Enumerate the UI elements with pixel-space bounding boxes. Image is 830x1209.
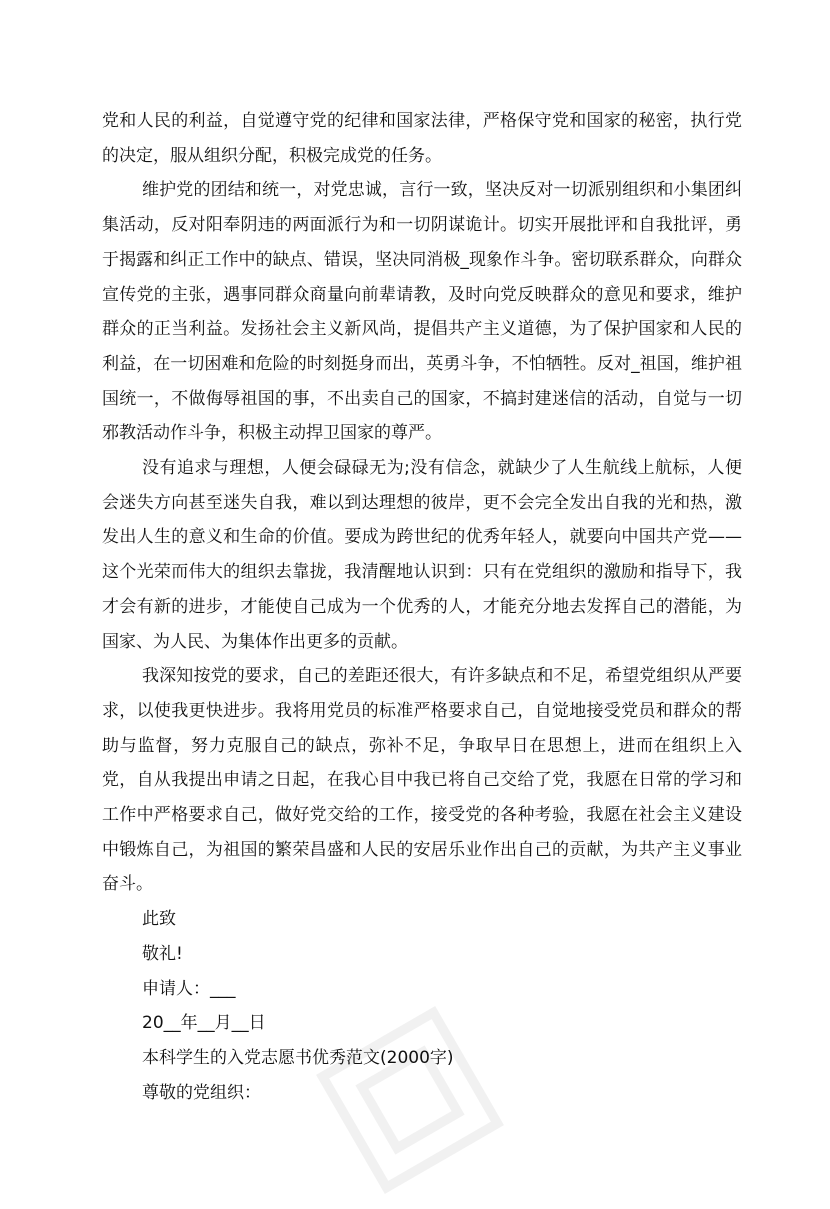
next-section-title: 本科学生的入党志愿书优秀范文(2000字) bbox=[142, 1047, 454, 1068]
closing-regards: 敬礼! bbox=[142, 943, 183, 964]
paragraph-self-improvement: 我深知按党的要求，自己的差距还很大，有许多缺点和不足，希望党组织从严要求，以使我更快进步。我将用党员的标准严格要求自己，自觉地接受党员和群众的帮助与监督，努力克服自己的缺点，弥补不足，争取早日在思想上，进而在组织上入党，自从我提出申请之日起，在我心目中我已将自己交给了党，我愿在日常的学习和工作中严格要求自己，做好党交给的工作，接受党的各种考验，我愿在社会主义建设中锻炼自己，为祖国的繁荣昌盛和人民的安居乐业作出自己的贡献，为共产主义事业奋斗。 bbox=[102, 666, 742, 895]
paragraph-party-unity: 维护党的团结和统一，对党忠诚，言行一致，坚决反对一切派别组织和小集团纠集活动，反对阳奉阴违的两面派行为和一切阴谋诡计。切实开展批评和自我批评，勇于揭露和纠正工作中的缺点、错误，坚决同消极_现象作斗争。密切联系群众，向群众宣传党的主张，遇事同群众商量向前辈请教，及时向党反映群众的意见和要求，维护群众的正当利益。发扬社会主义新风尚，提倡共产主义道德，为了保护国家和人民的利益，在一切困难和危险的时刻挺身而出，英勇斗争，不怕牺牲。反对_祖国，维护祖国统一，不做侮辱祖国的事，不出卖自己的国家，不搞封建迷信的活动，自觉与一切邪教活动作斗争，积极主动捍卫国家的尊严。 bbox=[102, 180, 742, 444]
date-line: 20__年__月__日 bbox=[142, 1013, 266, 1034]
paragraph-continuation: 党和人民的利益，自觉遵守党的纪律和国家法律，严格保守党和国家的秘密，执行党的决定，服从组织分配，积极完成党的任务。 bbox=[102, 111, 742, 166]
applicant-line: 申请人：___ bbox=[142, 978, 236, 999]
paragraph-ideals: 没有追求与理想，人便会碌碌无为;没有信念，就缺少了人生航线上航标，人便会迷失方向甚至迷失自我，难以到达理想的彼岸，更不会完全发出自我的光和热，激发出人生的意义和生命的价值。要成为跨世纪的优秀年轻人，就要向中国共产党——这个光荣而伟大的组织去靠拢，我清醒地认识到：只有在党组织的激励和指导下，我才会有新的进步，才能使自己成为一个优秀的人，才能充分地去发挥自己的潜能，为国家、为人民、为集体作出更多的贡献。 bbox=[102, 458, 742, 652]
closing-salutation: 此致 bbox=[142, 909, 176, 930]
next-section-greeting: 尊敬的党组织： bbox=[142, 1082, 261, 1103]
document-body bbox=[102, 104, 742, 1110]
